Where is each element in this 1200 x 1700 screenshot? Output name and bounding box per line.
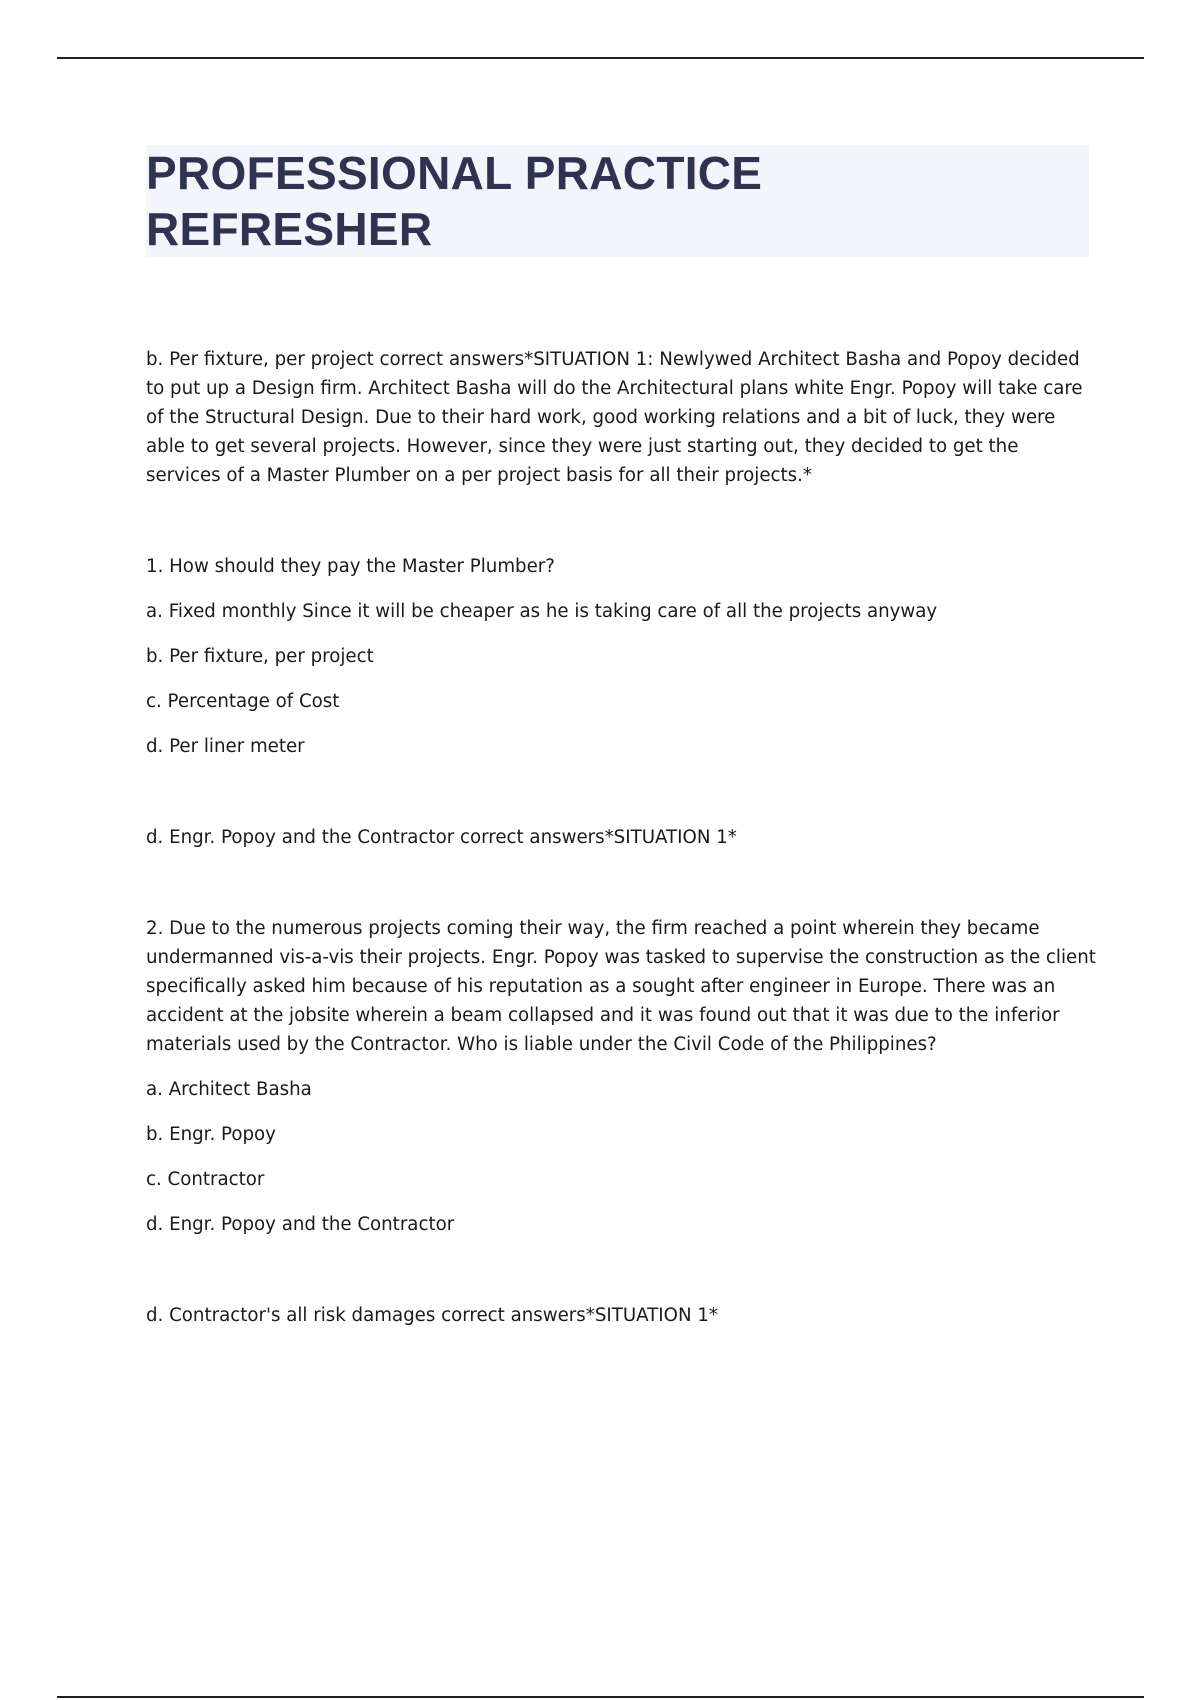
bottom-divider <box>57 1696 1144 1698</box>
title-line-2: REFRESHER <box>146 203 433 255</box>
answer-header-2: d. Engr. Popoy and the Contractor correct answers*SITUATION 1* <box>146 827 737 848</box>
question-1-option-c: c. Percentage of Cost <box>146 691 340 712</box>
document-title <box>146 145 1089 257</box>
answer-header-3: d. Contractor's all risk damages correct answers*SITUATION 1* <box>146 1305 719 1326</box>
question-2-option-c: c. Contractor <box>146 1169 265 1190</box>
document-body <box>146 345 1096 1330</box>
top-divider <box>57 57 1144 59</box>
intro-paragraph: b. Per fixture, per project correct answers*SITUATION 1: Newlywed Architect Basha and Popoy decided to put up a Design firm. Architect Basha will do the Architectural plans white Engr. Popoy will take care of the Structural Design. Due to their hard work, good working relations and a bit of luck, they were able to get several projects. However, since they were just starting out, they decided to get the services of a Master Plumber on a per project basis for all their projects.* <box>146 349 1083 486</box>
question-2: 2. Due to the numerous projects coming their way, the firm reached a point wherein they became undermanned vis-a-vis their projects. Engr. Popoy was tasked to supervise the construction as the client specifically asked him because of his reputation as a sought after engineer in Europe. There was an accident at the jobsite wherein a beam collapsed and it was found out that it was due to the inferior materials used by the Contractor. Who is liable under the Civil Code of the Philippines? <box>146 918 1096 1055</box>
question-2-option-b: b. Engr. Popoy <box>146 1124 276 1145</box>
question-1-option-d: d. Per liner meter <box>146 736 305 757</box>
title-banner <box>146 145 1089 257</box>
question-2-option-a: a. Architect Basha <box>146 1079 312 1100</box>
question-2-option-d: d. Engr. Popoy and the Contractor <box>146 1214 455 1235</box>
question-1-option-b: b. Per fixture, per project <box>146 646 374 667</box>
title-line-1: PROFESSIONAL PRACTICE <box>146 147 763 199</box>
question-1-option-a: a. Fixed monthly Since it will be cheaper as he is taking care of all the projects anyway <box>146 601 938 622</box>
question-1: 1. How should they pay the Master Plumber? <box>146 556 555 577</box>
